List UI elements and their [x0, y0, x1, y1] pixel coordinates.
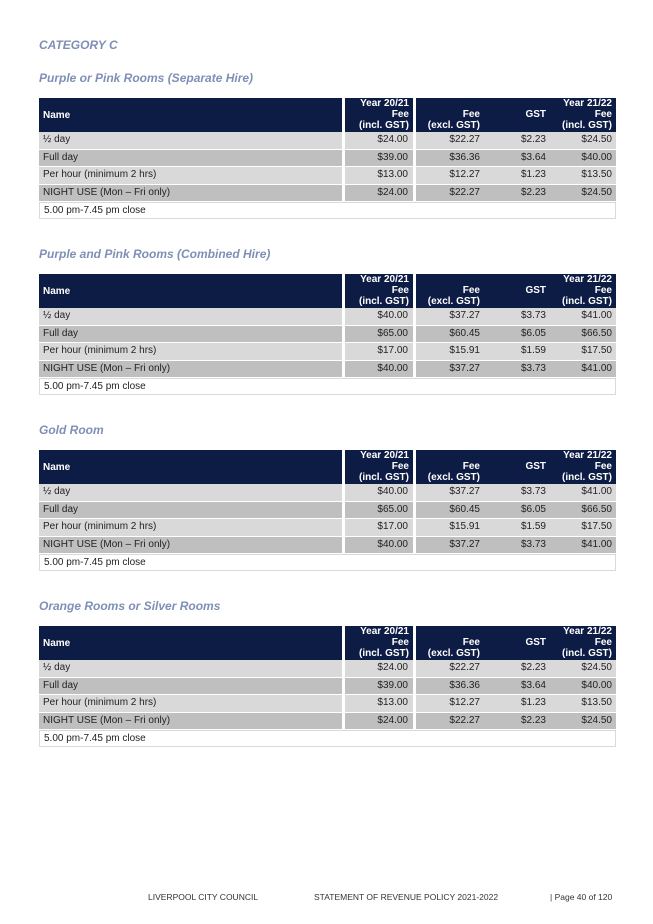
header-excl-gst: (excl. GST): [427, 648, 480, 659]
row-year-2122: [416, 343, 616, 360]
header-fee-incl: Fee: [594, 461, 612, 472]
table-body: [39, 308, 616, 378]
row-year-2122: [416, 537, 616, 554]
row-fee-2021: $13.00: [345, 167, 413, 184]
header-year-2122-cell: [416, 274, 616, 308]
table-row: [39, 326, 616, 344]
header-incl-gst-2021: (incl. GST): [359, 472, 409, 483]
header-fee-excl: Fee: [462, 461, 480, 472]
table-row: [39, 660, 616, 678]
row-fee-excl: $37.27: [449, 538, 480, 550]
header-year-2122-cell: [416, 626, 616, 660]
header-excl-gst: (excl. GST): [427, 472, 480, 483]
table-body: [39, 660, 616, 730]
row-name: Full day: [39, 326, 342, 343]
row-name: Per hour (minimum 2 hrs): [39, 167, 342, 184]
row-fee-excl: $60.45: [449, 327, 480, 339]
table-note: 5.00 pm-7.45 pm close: [39, 202, 616, 219]
header-fee-2021: Fee: [391, 109, 409, 120]
row-fee-excl: $37.27: [449, 362, 480, 374]
table-row: [39, 185, 616, 203]
row-fee-2021: $13.00: [345, 695, 413, 712]
row-fee-incl: $41.00: [581, 362, 612, 374]
row-name: Full day: [39, 678, 342, 695]
header-incl-gst-2021: (incl. GST): [359, 648, 409, 659]
row-name: NIGHT USE (Mon – Fri only): [39, 185, 342, 202]
header-year-2021-cell: [345, 450, 413, 484]
table-header: [39, 98, 616, 132]
row-name: NIGHT USE (Mon – Fri only): [39, 537, 342, 554]
header-year-2021: Year 20/21: [360, 450, 409, 461]
header-year-2122-cell: [416, 98, 616, 132]
fee-table: [39, 274, 616, 395]
row-year-2122: [416, 167, 616, 184]
row-fee-excl: $12.27: [449, 169, 480, 180]
row-fee-excl: $22.27: [449, 662, 480, 673]
row-year-2122: [416, 361, 616, 378]
row-year-2122: [416, 660, 616, 677]
row-fee-excl: $12.27: [449, 697, 480, 708]
row-name: Full day: [39, 150, 342, 167]
header-excl-gst: (excl. GST): [427, 296, 480, 307]
row-fee-incl: $66.50: [581, 503, 612, 515]
row-gst: $2.23: [520, 134, 546, 145]
header-name-cell: [39, 450, 342, 484]
footer-council: LIVERPOOL CITY COUNCIL: [148, 892, 259, 902]
table-row: [39, 502, 616, 520]
header-fee-incl: Fee: [594, 637, 612, 648]
table-row: [39, 167, 616, 185]
header-year-2021: Year 20/21: [360, 274, 409, 285]
header-name: Name: [43, 462, 71, 473]
header-fee-excl: Fee: [462, 637, 480, 648]
row-fee-excl: $37.27: [449, 486, 480, 497]
row-fee-incl: $24.50: [581, 714, 612, 726]
row-fee-2021: $39.00: [345, 150, 413, 167]
row-year-2122: [416, 132, 616, 149]
header-gst: GST: [525, 461, 546, 472]
table-note: 5.00 pm-7.45 pm close: [39, 730, 616, 747]
row-gst: $3.73: [520, 310, 546, 321]
row-gst: $3.73: [520, 486, 546, 497]
row-fee-2021: $39.00: [345, 678, 413, 695]
row-fee-2021: $40.00: [345, 308, 413, 325]
row-name: NIGHT USE (Mon – Fri only): [39, 713, 342, 730]
row-fee-excl: $36.36: [449, 679, 480, 691]
row-year-2122: [416, 713, 616, 730]
row-fee-excl: $15.91: [449, 345, 480, 356]
fee-table: [39, 626, 616, 747]
row-year-2122: [416, 519, 616, 536]
fee-table: [39, 98, 616, 219]
table-row: [39, 519, 616, 537]
row-fee-2021: $24.00: [345, 132, 413, 149]
table-row: [39, 537, 616, 555]
row-fee-2021: $65.00: [345, 326, 413, 343]
table-row: [39, 695, 616, 713]
table-row: [39, 343, 616, 361]
footer-page-number: | Page 40 of 120: [550, 892, 613, 902]
row-fee-incl: $41.00: [581, 486, 612, 497]
row-name: Per hour (minimum 2 hrs): [39, 343, 342, 360]
row-fee-2021: $24.00: [345, 660, 413, 677]
header-year-2122-cell: [416, 450, 616, 484]
row-fee-excl: $22.27: [449, 134, 480, 145]
row-fee-incl: $41.00: [581, 538, 612, 550]
table-row: [39, 484, 616, 502]
row-fee-incl: $40.00: [581, 679, 612, 691]
row-gst: $3.64: [520, 151, 546, 163]
header-year-2021-cell: [345, 98, 413, 132]
row-fee-incl: $66.50: [581, 327, 612, 339]
row-fee-excl: $22.27: [449, 186, 480, 198]
header-year-2122: Year 21/22: [563, 626, 612, 637]
row-name: Per hour (minimum 2 hrs): [39, 519, 342, 536]
row-fee-incl: $13.50: [581, 169, 612, 180]
row-name: ½ day: [39, 484, 342, 501]
row-fee-2021: $24.00: [345, 713, 413, 730]
row-fee-incl: $13.50: [581, 697, 612, 708]
row-year-2122: [416, 678, 616, 695]
header-year-2021-cell: [345, 274, 413, 308]
row-gst: $1.59: [520, 521, 546, 532]
row-name: ½ day: [39, 660, 342, 677]
row-year-2122: [416, 185, 616, 202]
header-incl-gst-2122: (incl. GST): [562, 296, 612, 307]
row-fee-incl: $17.50: [581, 521, 612, 532]
row-fee-incl: $40.00: [581, 151, 612, 163]
row-fee-excl: $37.27: [449, 310, 480, 321]
header-year-2021: Year 20/21: [360, 626, 409, 637]
header-incl-gst-2021: (incl. GST): [359, 120, 409, 131]
table-header: [39, 450, 616, 484]
row-fee-2021: $17.00: [345, 519, 413, 536]
header-incl-gst-2021: (incl. GST): [359, 296, 409, 307]
section-title: Orange Rooms or Silver Rooms: [39, 599, 221, 613]
header-name-cell: [39, 98, 342, 132]
header-fee-2021: Fee: [391, 461, 409, 472]
row-gst: $6.05: [520, 327, 546, 339]
row-year-2122: [416, 695, 616, 712]
section-title: Purple and Pink Rooms (Combined Hire): [39, 247, 271, 261]
row-gst: $2.23: [520, 714, 546, 726]
header-incl-gst-2122: (incl. GST): [562, 648, 612, 659]
header-year-2122: Year 21/22: [563, 450, 612, 461]
header-gst: GST: [525, 637, 546, 648]
header-incl-gst-2122: (incl. GST): [562, 472, 612, 483]
header-fee-excl: Fee: [462, 109, 480, 120]
header-year-2021-cell: [345, 626, 413, 660]
header-fee-incl: Fee: [594, 109, 612, 120]
row-fee-2021: $40.00: [345, 537, 413, 554]
row-fee-incl: $17.50: [581, 345, 612, 356]
header-year-2122: Year 21/22: [563, 98, 612, 109]
row-gst: $2.23: [520, 186, 546, 198]
header-name-cell: [39, 626, 342, 660]
row-year-2122: [416, 484, 616, 501]
row-fee-excl: $15.91: [449, 521, 480, 532]
header-year-2021: Year 20/21: [360, 98, 409, 109]
row-fee-2021: $40.00: [345, 484, 413, 501]
section-title: Gold Room: [39, 423, 104, 437]
row-gst: $2.23: [520, 662, 546, 673]
table-header: [39, 274, 616, 308]
row-year-2122: [416, 150, 616, 167]
row-year-2122: [416, 326, 616, 343]
table-row: [39, 132, 616, 150]
row-fee-2021: $24.00: [345, 185, 413, 202]
header-name: Name: [43, 638, 71, 649]
header-gst: GST: [525, 285, 546, 296]
table-header: [39, 626, 616, 660]
row-fee-incl: $41.00: [581, 310, 612, 321]
header-name: Name: [43, 110, 71, 121]
header-year-2122: Year 21/22: [563, 274, 612, 285]
table-row: [39, 361, 616, 379]
row-gst: $1.59: [520, 345, 546, 356]
row-gst: $3.64: [520, 679, 546, 691]
row-fee-excl: $36.36: [449, 151, 480, 163]
table-note: 5.00 pm-7.45 pm close: [39, 554, 616, 571]
table-note: 5.00 pm-7.45 pm close: [39, 378, 616, 395]
row-name: Per hour (minimum 2 hrs): [39, 695, 342, 712]
header-excl-gst: (excl. GST): [427, 120, 480, 131]
section-title: Purple or Pink Rooms (Separate Hire): [39, 71, 254, 85]
row-gst: $1.23: [520, 169, 546, 180]
header-fee-excl: Fee: [462, 285, 480, 296]
row-fee-excl: $60.45: [449, 503, 480, 515]
row-fee-incl: $24.50: [581, 662, 612, 673]
header-name-cell: [39, 274, 342, 308]
row-name: ½ day: [39, 132, 342, 149]
header-name: Name: [43, 286, 71, 297]
header-gst: GST: [525, 109, 546, 120]
row-name: NIGHT USE (Mon – Fri only): [39, 361, 342, 378]
row-fee-2021: $40.00: [345, 361, 413, 378]
row-gst: $3.73: [520, 538, 546, 550]
header-incl-gst-2122: (incl. GST): [562, 120, 612, 131]
row-fee-incl: $24.50: [581, 186, 612, 198]
row-name: Full day: [39, 502, 342, 519]
footer-document: STATEMENT OF REVENUE POLICY 2021-2022: [314, 892, 499, 902]
row-year-2122: [416, 308, 616, 325]
row-fee-2021: $65.00: [345, 502, 413, 519]
row-fee-incl: $24.50: [581, 134, 612, 145]
fee-table: [39, 450, 616, 571]
table-row: [39, 678, 616, 696]
table-row: [39, 713, 616, 731]
category-heading: CATEGORY C: [39, 38, 118, 52]
header-fee-2021: Fee: [391, 637, 409, 648]
row-gst: $3.73: [520, 362, 546, 374]
table-body: [39, 484, 616, 554]
row-fee-2021: $17.00: [345, 343, 413, 360]
row-gst: $6.05: [520, 503, 546, 515]
table-row: [39, 308, 616, 326]
table-body: [39, 132, 616, 202]
row-gst: $1.23: [520, 697, 546, 708]
row-fee-excl: $22.27: [449, 714, 480, 726]
table-row: [39, 150, 616, 168]
header-fee-incl: Fee: [594, 285, 612, 296]
row-name: ½ day: [39, 308, 342, 325]
header-fee-2021: Fee: [391, 285, 409, 296]
row-year-2122: [416, 502, 616, 519]
